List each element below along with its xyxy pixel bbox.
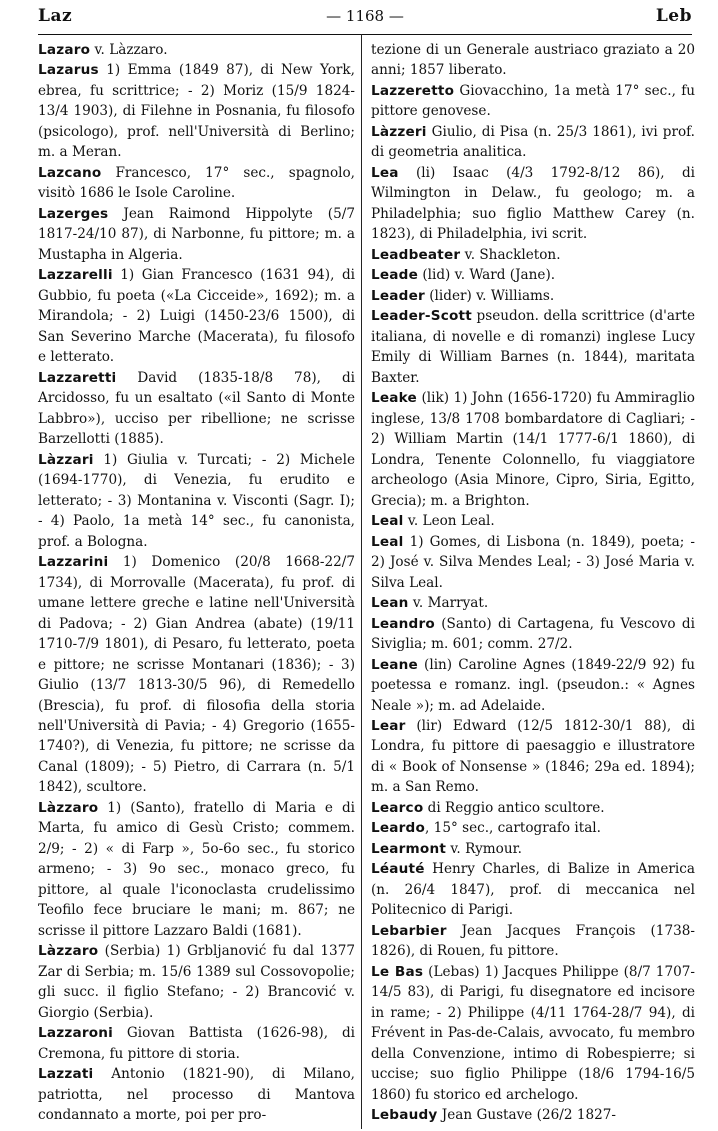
- dictionary-entry: [371, 122, 695, 163]
- entry-headword: Léauté: [371, 861, 425, 878]
- entry-text: 1) Emma (1849 87), di New York, ebrea, fu scrittrice; - 2) Moriz (15/9 1824-13/4 1903), di Filehne in Posnania, fu filosofo (psicologo), prof. nell'Università di Berlino; m. a Meran.: [38, 62, 355, 161]
- entry-headword: Lazzaroni: [38, 1025, 114, 1042]
- dictionary-entry: [371, 245, 695, 265]
- continued-entry-text: [371, 40, 695, 81]
- entry-text: 1) Domenico (20/8 1668-22/7 1734), di Morrovalle (Macerata), fu prof. di umane lettere greche e latine nell'Università di Padova; - 2) Gian Andrea (abate) (19/11 1710-7/9 1801), di Pesaro, fu letterato, poeta e pittore; ne scrisse Montanari (1836); - 3) Giulio (13/7 1813-30/5 96), di Remedello (Brescia), fu prof. di filosofia della storia nell'Università di Pavia; - 4) Gregorio (1655-1740?), di Venezia, fu pittore; ne scrisse da Canal (1809); - 5) Pietro, di Carrara (n. 5/1 1842), scultore.: [38, 554, 355, 796]
- entry-text: (lir) Edward (12/5 1812-30/1 88), di Londra, fu pittore di paesaggio e illustratore di « Book of Nonsense » (1846; 29a ed. 1894); m. a San Remo.: [371, 717, 695, 796]
- dictionary-entry: [371, 655, 695, 716]
- entry-headword: Làzzaro: [38, 943, 99, 960]
- entry-text: 1) Giulia v. Turcati; - 2) Michele (1694-1770), di Venezia, fu erudito e letterato; - 3) Montanina v. Visconti (Sagr. I); - 4) Paolo, 1a metà 14° sec., fu canonista, prof. a Bologna.: [38, 451, 355, 550]
- entry-text: (Serbia) 1) Grbljanović fu dal 1377 Zar di Serbia; m. 15/6 1389 sul Cossovopolie; gli succ. il figlio Stefano; - 2) Brancović v. Giorgio (Serbia).: [38, 943, 355, 1021]
- entry-headword: Lazzaretti: [38, 369, 117, 386]
- dictionary-entry: [371, 1105, 695, 1125]
- entry-text: Jean Jacques François (1738-1826), di Rouen, fu pittore.: [371, 922, 695, 960]
- entry-headword: Làzzari: [38, 451, 94, 468]
- dictionary-entry: [371, 265, 695, 285]
- running-head-left: Laz: [38, 6, 73, 26]
- entry-text: (Lebas) 1) Jacques Philippe (8/7 1707-14/5 83), di Parigi, fu disegnatore ed incisore in rame; - 2) Philippe (4/11 1764-28/7 94), di Frévent in Pas-de-Calais, avvocato, fu membro della Convenzione, intimo di Robespierre; si uccise; suo figlio Philippe (18/6 1794-16/5 1860) fu storico ed archelogo.: [371, 963, 695, 1103]
- dictionary-entry: [38, 450, 355, 552]
- entry-headword: Learmont: [371, 840, 447, 857]
- dictionary-entry: [371, 532, 695, 593]
- dictionary-entry: [371, 511, 695, 531]
- dictionary-entry: [371, 81, 695, 122]
- entry-text: Jean Raimond Hippolyte (5/7 1817-24/10 87), di Narbonne, fu pittore; m. a Mustapha in Algeria.: [38, 205, 355, 263]
- dictionary-entry: [371, 818, 695, 838]
- dictionary-entry: [38, 368, 355, 450]
- dictionary-entry: [38, 265, 355, 367]
- entry-text: Giulio, di Pisa (n. 25/3 1861), ivi prof. di geometria analitica.: [371, 123, 695, 161]
- entry-text: Antonio (1821-90), di Milano, patriotta, nel processo di Mantova condannato a morte, poi per pro-: [38, 1066, 355, 1124]
- entry-headword: Leardo: [371, 820, 426, 837]
- entry-text: (Santo) di Cartagena, fu Vescovo di Siviglia; m. 601; comm. 27/2.: [371, 615, 695, 653]
- dictionary-entry: [371, 593, 695, 613]
- dictionary-entry: [371, 388, 695, 511]
- right-column: [371, 40, 695, 1126]
- entry-headword: Lazzeretto: [371, 82, 455, 99]
- entry-headword: Leandro: [371, 615, 435, 632]
- dictionary-entry: [371, 614, 695, 655]
- entry-headword: Lazcano: [38, 164, 102, 181]
- dictionary-entry: [371, 859, 695, 920]
- dictionary-entry: [371, 163, 695, 245]
- entry-headword: Leadbeater: [371, 246, 461, 263]
- column-divider: [361, 34, 362, 1129]
- dictionary-entry: [38, 798, 355, 941]
- entry-headword: Leader: [371, 287, 425, 304]
- entry-text: Francesco, 17° sec., spagnolo, visitò 1686 le Isole Caroline.: [38, 164, 355, 202]
- entry-text: Giovacchino, 1a metà 17° sec., fu pittore genovese.: [371, 82, 695, 120]
- entry-headword: Làzzaro: [38, 799, 99, 816]
- entry-text: 1) (Santo), fratello di Maria e di Marta, fu amico di Gesù Cristo; commem. 2/9; - 2) « di Farp », 5o-6o sec., fu storico armeno; - 3) 9o sec., monaco greco, fu pittore, al quale l'iconoclasta crudelissimo Teofilo fece bruciare le mani; m. 867; ne scrisse il pittore Lazzaro Baldi (1681).: [38, 799, 355, 939]
- dictionary-entry: [38, 941, 355, 1023]
- entry-text: (lin) Caroline Agnes (1849-22/9 92) fu poetessa e romanz. ingl. (pseudon.: « Agnes Neale »); m. ad Adelaide.: [371, 656, 695, 714]
- dictionary-entry: [38, 40, 355, 60]
- entry-text: v. Shackleton.: [460, 246, 561, 263]
- entry-headword: Lazzati: [38, 1066, 94, 1083]
- dictionary-entry: [371, 306, 695, 388]
- entry-headword: Lear: [371, 717, 406, 734]
- entry-text: (lid) v. Ward (Jane).: [418, 267, 556, 284]
- dictionary-entry: [38, 1064, 355, 1125]
- dictionary-entry: [38, 60, 355, 162]
- dictionary-entry: [38, 552, 355, 798]
- entry-headword: Le Bas: [371, 963, 424, 980]
- dictionary-entry: [371, 921, 695, 962]
- entry-headword: Lebaudy: [371, 1107, 438, 1124]
- entry-text: (lik) 1) John (1656-1720) fu Ammiraglio inglese, 13/8 1708 bombardatore di Cagliari; - 2) William Martin (14/1 1777-6/1 1860), di Londra, Tenente Colonnello, fu viaggiatore archeologo (Asia Minore, Cipro, Siria, Egitto, Grecia); m. a Brighton.: [371, 390, 695, 509]
- dictionary-entry: [38, 1023, 355, 1064]
- entry-text: v. Marryat.: [408, 595, 489, 612]
- page-header: [38, 6, 692, 30]
- entry-text: (lider) v. Williams.: [424, 287, 555, 304]
- entry-text: tezione di un Generale austriaco graziato a 20 anni; 1857 liberato.: [371, 42, 695, 79]
- entry-headword: Leake: [371, 390, 417, 407]
- entry-text: v. Làzzaro.: [90, 42, 168, 58]
- page-number: — 1168 —: [326, 7, 404, 25]
- entry-headword: Lazarus: [38, 62, 99, 79]
- entry-text: pseudon. della scrittrice (d'arte italiana, di novelle e di romanzi) inglese Lucy Emily di William Barnes (n. 1844), maritata Baxter.: [371, 308, 695, 386]
- entry-text: David (1835-18/8 78), di Arcidosso, fu un esaltato («il Santo di Monte Labbro»), ucciso per ribellione; ne scrisse Barzellotti (1885).: [38, 369, 355, 448]
- dictionary-entry: [371, 839, 695, 859]
- entry-text: 1) Gian Francesco (1631 94), di Gubbio, fu poeta («La Cicceide», 1692); m. a Mirandola; - 2) Luigi (1450-23/6 1500), di San Severino Marche (Macerata), fu filosofo e letterato.: [38, 267, 355, 366]
- dictionary-entry: [38, 163, 355, 204]
- dictionary-entry: [371, 716, 695, 798]
- entry-headword: Leader-Scott: [371, 308, 472, 325]
- entry-text: (li) Isaac (4/3 1792-8/12 86), di Wilmington in Delaw., fu geologo; m. a Philadelphia; suo figlio Matthew Carey (n. 1823), di Philadelphia, ivi scrit.: [371, 164, 695, 243]
- entry-text: 1) Gomes, di Lisbona (n. 1849), poeta; - 2) José v. Silva Mendes Leal; - 3) José Maria v. Silva Leal.: [371, 533, 695, 591]
- entry-text: Jean Gustave (26/2 1827-: [437, 1107, 617, 1124]
- entry-headword: Lazaro: [38, 42, 91, 58]
- entry-headword: Leane: [371, 656, 418, 673]
- entry-headword: Leal: [371, 533, 404, 550]
- entry-text: Giovan Battista (1626-98), di Cremona, fu pittore di storia.: [38, 1025, 355, 1062]
- entry-text: Henry Charles, di Balize in America (n. 26/4 1847), prof. di meccanica nel Politecnico di Parigi.: [371, 861, 695, 919]
- entry-headword: Lebarbier: [371, 922, 447, 939]
- entry-headword: Lean: [371, 595, 409, 612]
- left-column: [38, 40, 355, 1126]
- entry-headword: Leade: [371, 267, 419, 284]
- entry-headword: Lazerges: [38, 205, 109, 222]
- entry-headword: Lazzarini: [38, 554, 109, 571]
- entry-headword: Lea: [371, 164, 399, 181]
- entry-text: v. Leon Leal.: [403, 513, 495, 530]
- dictionary-entry: [38, 204, 355, 265]
- dictionary-entry: [371, 286, 695, 306]
- header-rule: [38, 34, 692, 35]
- dictionary-entry: [371, 962, 695, 1105]
- entry-text: di Reggio antico scultore.: [423, 799, 605, 816]
- entry-headword: Lazzarelli: [38, 267, 113, 284]
- running-head-right: Leb: [655, 6, 692, 26]
- entry-text: , 15° sec., cartografo ital.: [425, 820, 601, 837]
- dictionary-entry: [371, 798, 695, 818]
- entry-headword: Learco: [371, 799, 424, 816]
- entry-headword: Làzzeri: [371, 123, 427, 140]
- entry-text: v. Rymour.: [446, 840, 522, 857]
- entry-headword: Leal: [371, 513, 404, 530]
